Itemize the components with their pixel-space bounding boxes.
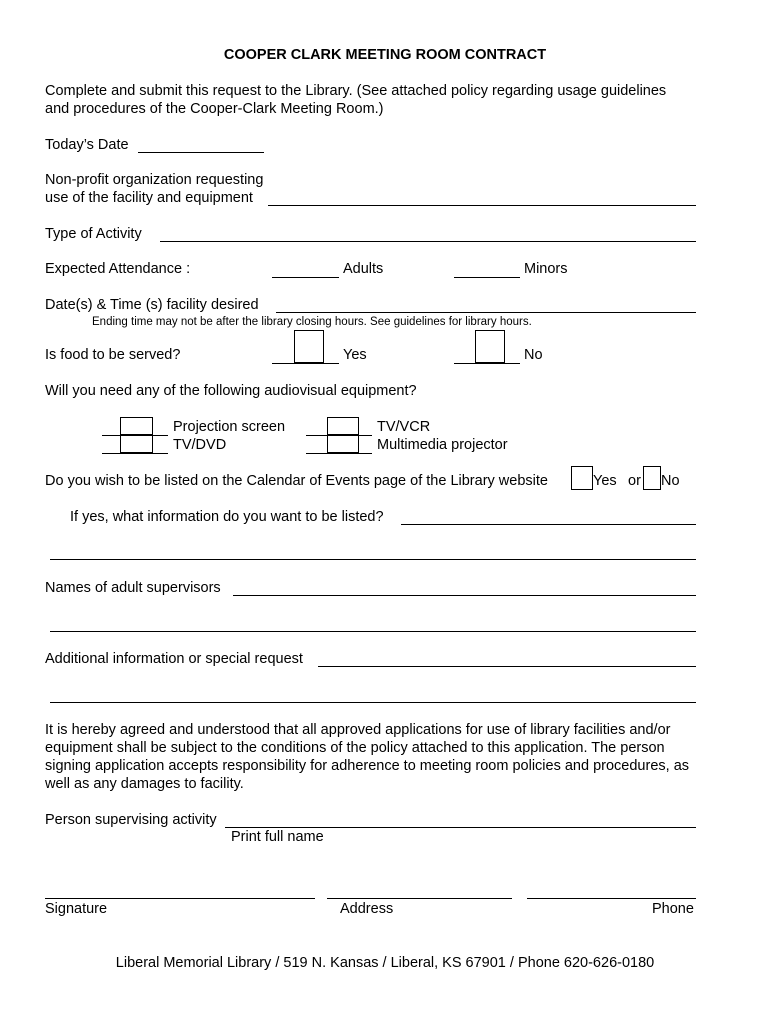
address-caption: Address — [340, 901, 394, 917]
av-question: Will you need any of the following audiovisual equipment? — [45, 383, 417, 399]
av-tvvcr-checkbox[interactable] — [327, 417, 359, 435]
calendar-or-label: or — [628, 473, 641, 489]
dates-times-label: Date(s) & Time (s) facility desired — [45, 297, 259, 313]
food-yes-line — [272, 363, 339, 364]
signature-field[interactable] — [45, 898, 315, 899]
person-supervising-field[interactable] — [225, 827, 696, 828]
organization-label-line-2: use of the facility and equipment — [45, 190, 253, 206]
av-multimedia-checkbox[interactable] — [327, 435, 359, 453]
calendar-yes-label: Yes — [593, 473, 617, 489]
additional-info-label: Additional information or special request — [45, 651, 303, 667]
agreement-line-1: It is hereby agreed and understood that all approved applications for use of library facilities and/or — [45, 722, 671, 738]
calendar-yes-checkbox[interactable] — [571, 466, 593, 490]
ending-time-note: Ending time may not be after the library closing hours. See guidelines for library hours. — [92, 316, 532, 328]
print-full-name-caption: Print full name — [231, 829, 324, 845]
av-projection-checkbox[interactable] — [120, 417, 153, 435]
av-multimedia-label: Multimedia projector — [377, 437, 508, 453]
minors-label: Minors — [524, 261, 568, 277]
todays-date-field[interactable] — [138, 152, 264, 153]
additional-info-field-continued[interactable] — [50, 702, 696, 703]
footer-address: Liberal Memorial Library / 519 N. Kansas / Liberal, KS 67901 / Phone 620-626-0180 — [115, 955, 655, 971]
todays-date-label: Today’s Date — [45, 137, 129, 153]
food-yes-checkbox[interactable] — [294, 330, 324, 363]
supervisors-field-continued[interactable] — [50, 631, 696, 632]
supervisors-field[interactable] — [233, 595, 696, 596]
listed-info-field[interactable] — [401, 524, 696, 525]
food-yes-label: Yes — [343, 347, 367, 363]
food-no-checkbox[interactable] — [475, 330, 505, 363]
organization-field[interactable] — [268, 205, 696, 206]
activity-type-label: Type of Activity — [45, 226, 142, 242]
listed-info-field-continued[interactable] — [50, 559, 696, 560]
intro-line-2: and procedures of the Cooper-Clark Meeting Room.) — [45, 101, 384, 117]
food-no-line — [454, 363, 520, 364]
agreement-line-2: equipment shall be subject to the conditions of the policy attached to this application. The person — [45, 740, 665, 756]
address-field[interactable] — [327, 898, 512, 899]
adults-label: Adults — [343, 261, 384, 277]
av-tvdvd-label: TV/DVD — [173, 437, 227, 453]
av-multimedia-line — [306, 453, 372, 454]
av-tvdvd-checkbox[interactable] — [120, 435, 153, 453]
person-supervising-label: Person supervising activity — [45, 812, 217, 828]
calendar-no-checkbox[interactable] — [643, 466, 661, 490]
phone-caption: Phone — [652, 901, 694, 917]
av-projection-label: Projection screen — [173, 419, 286, 435]
av-tvvcr-label: TV/VCR — [377, 419, 431, 435]
organization-label-line-1: Non-profit organization requesting — [45, 172, 264, 188]
attendance-label: Expected Attendance : — [45, 261, 191, 277]
dates-times-field[interactable] — [276, 312, 696, 313]
food-no-label: No — [524, 347, 543, 363]
page-title: COOPER CLARK MEETING ROOM CONTRACT — [223, 47, 547, 63]
listed-info-label: If yes, what information do you want to be listed? — [70, 509, 384, 525]
agreement-line-4: well as any damages to facility. — [45, 776, 244, 792]
minors-count-field[interactable] — [454, 277, 520, 278]
activity-type-field[interactable] — [160, 241, 696, 242]
phone-field[interactable] — [527, 898, 696, 899]
intro-line-1: Complete and submit this request to the Library. (See attached policy regarding usage guidelines — [45, 83, 667, 99]
calendar-no-label: No — [661, 473, 680, 489]
av-tvdvd-line — [102, 453, 168, 454]
signature-caption: Signature — [45, 901, 108, 917]
food-question: Is food to be served? — [45, 347, 181, 363]
calendar-question: Do you wish to be listed on the Calendar of Events page of the Library website — [45, 473, 548, 489]
agreement-line-3: signing application accepts responsibility for adherence to meeting room policies and procedures, as — [45, 758, 690, 774]
adults-count-field[interactable] — [272, 277, 339, 278]
additional-info-field[interactable] — [318, 666, 696, 667]
supervisors-label: Names of adult supervisors — [45, 580, 221, 596]
